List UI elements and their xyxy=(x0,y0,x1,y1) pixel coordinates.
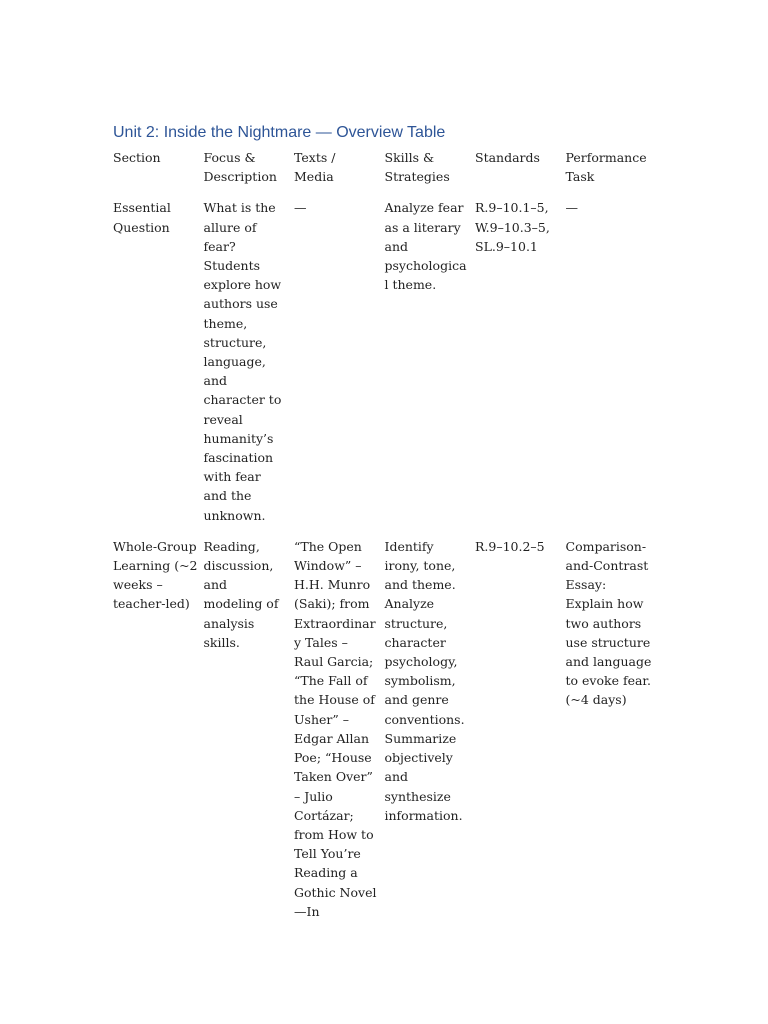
cell-task: — xyxy=(565,200,578,216)
header-section: Section xyxy=(113,150,161,165)
cell-skills: Identify irony, tone, and theme. Analyze structure, character psychology, symbolism, and genre conventions. Summarize objectively and synthesize information. xyxy=(384,538,465,823)
header-skills-strategies: Skills & Strategies xyxy=(384,150,450,185)
header-texts-media: Texts / Media xyxy=(294,150,336,185)
table-row xyxy=(113,537,658,921)
document-title: Unit 2: Inside the Nightmare — Overview Table xyxy=(113,124,446,141)
cell-texts: — xyxy=(294,200,307,216)
header-focus-description: Focus & Description xyxy=(203,150,277,185)
cell-focus: What is the allure of fear? Students explore how authors use theme, structure, language, and character to reveal humanity’s fascination with fear and the unknown. xyxy=(203,200,282,523)
overview-table xyxy=(113,148,658,921)
table-row xyxy=(113,198,658,536)
cell-focus: Reading, discussion, and modeling of analysis skills. xyxy=(203,538,279,650)
cell-texts: “The Open Window” – H.H. Munro (Saki); from Extraordinary Tales – Raul Garcia; “The Fall of the House of Usher” – Edgar Allan Poe; “House Taken Over” – Julio Cortázar; from How to Tell You’re Reading a Gothic Novel—In xyxy=(294,538,377,919)
cell-standards: R.9–10.2–5 xyxy=(475,538,545,554)
header-performance-task: Performance Task xyxy=(565,150,647,185)
cell-task: Comparison-and-Contrast Essay: Explain how two authors use structure and language to evoke fear. (~4 days) xyxy=(565,538,652,708)
cell-section: Essential Question xyxy=(113,200,171,235)
cell-section: Whole-Group Learning (~2 weeks – teacher-led) xyxy=(113,538,198,612)
cell-standards: R.9–10.1–5, W.9–10.3–5, SL.9–10.1 xyxy=(475,200,550,254)
cell-skills: Analyze fear as a literary and psychological theme. xyxy=(384,200,467,293)
header-standards: Standards xyxy=(475,150,540,165)
table-header-row xyxy=(113,148,658,198)
